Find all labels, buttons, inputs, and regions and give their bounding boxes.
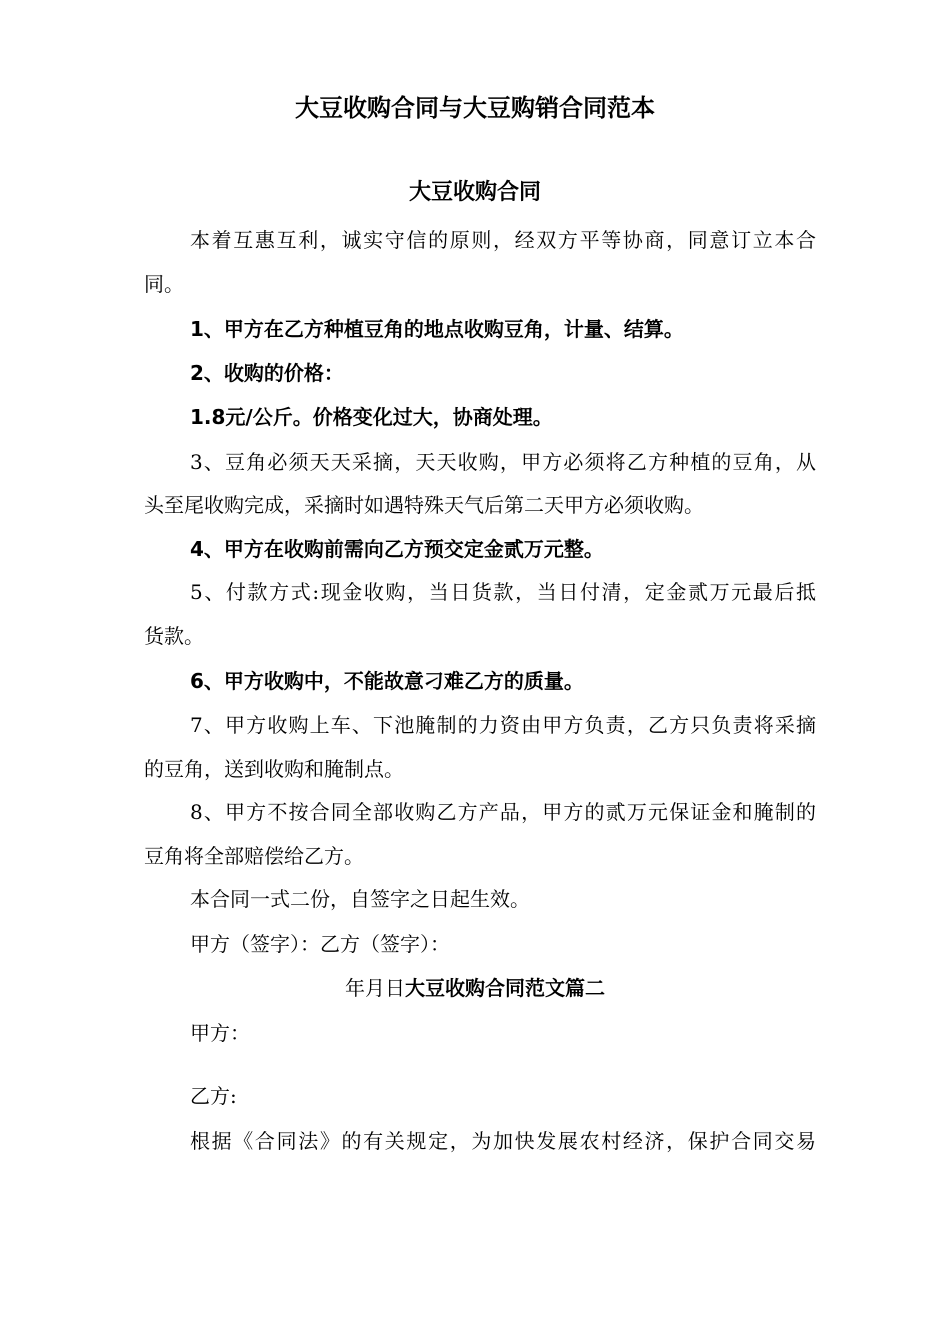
- section-title: 大豆收购合同: [408, 180, 541, 205]
- clause-8-line: 8、甲方不按合同全部收购乙方产品，甲方的贰万元保证金和腌制的: [190, 800, 816, 824]
- clause-5-line: 货款。: [144, 624, 204, 648]
- clause-7-line: 7、甲方收购上车、下池腌制的力资由甲方负责，乙方只负责将采摘: [190, 713, 816, 737]
- clause-4: 4、甲方在收购前需向乙方预交定金贰万元整。: [190, 537, 604, 561]
- section2-title: 大豆收购合同范文篇二: [405, 976, 605, 1000]
- party-a-label: 甲方：: [190, 1021, 250, 1045]
- intro-paragraph-line: 同。: [144, 272, 184, 296]
- clause-8-line: 豆角将全部赔偿给乙方。: [144, 844, 364, 868]
- law-paragraph-line: 根据《合同法》的有关规定，为加快发展农村经济，保护合同交易: [190, 1129, 816, 1153]
- date-prefix: 年月日: [345, 976, 405, 1000]
- document-title: 大豆收购合同与大豆购销合同范本: [295, 94, 655, 122]
- clause-5-line: 5、付款方式:现金收购，当日货款，当日付清，定金贰万元最后抵: [190, 580, 816, 604]
- intro-paragraph-line: 本着互惠互利，诚实守信的原则，经双方平等协商，同意订立本合: [190, 228, 816, 252]
- clause-3-line: 头至尾收购完成，采摘时如遇特殊天气后第二天甲方必须收购。: [144, 493, 704, 517]
- clause-6: 6、甲方收购中，不能故意刁难乙方的质量。: [190, 669, 584, 693]
- section2-heading: [0, 974, 950, 1002]
- clause-2: 2、收购的价格：: [190, 361, 344, 385]
- signature-line: 甲方（签字）：乙方（签字）：: [190, 932, 450, 956]
- clause-3-line: 3、豆角必须天天采摘，天天收购，甲方必须将乙方种植的豆角，从: [190, 450, 816, 474]
- price-text: 1.8元/公斤。价格变化过大，协商处理。: [190, 405, 553, 429]
- clause-7-line: 的豆角，送到收购和腌制点。: [144, 757, 404, 781]
- party-b-label: 乙方:: [190, 1084, 237, 1108]
- clause-1: 1、甲方在乙方种植豆角的地点收购豆角，计量、结算。: [190, 317, 684, 341]
- copies-statement: 本合同一式二份，自签字之日起生效。: [190, 887, 530, 911]
